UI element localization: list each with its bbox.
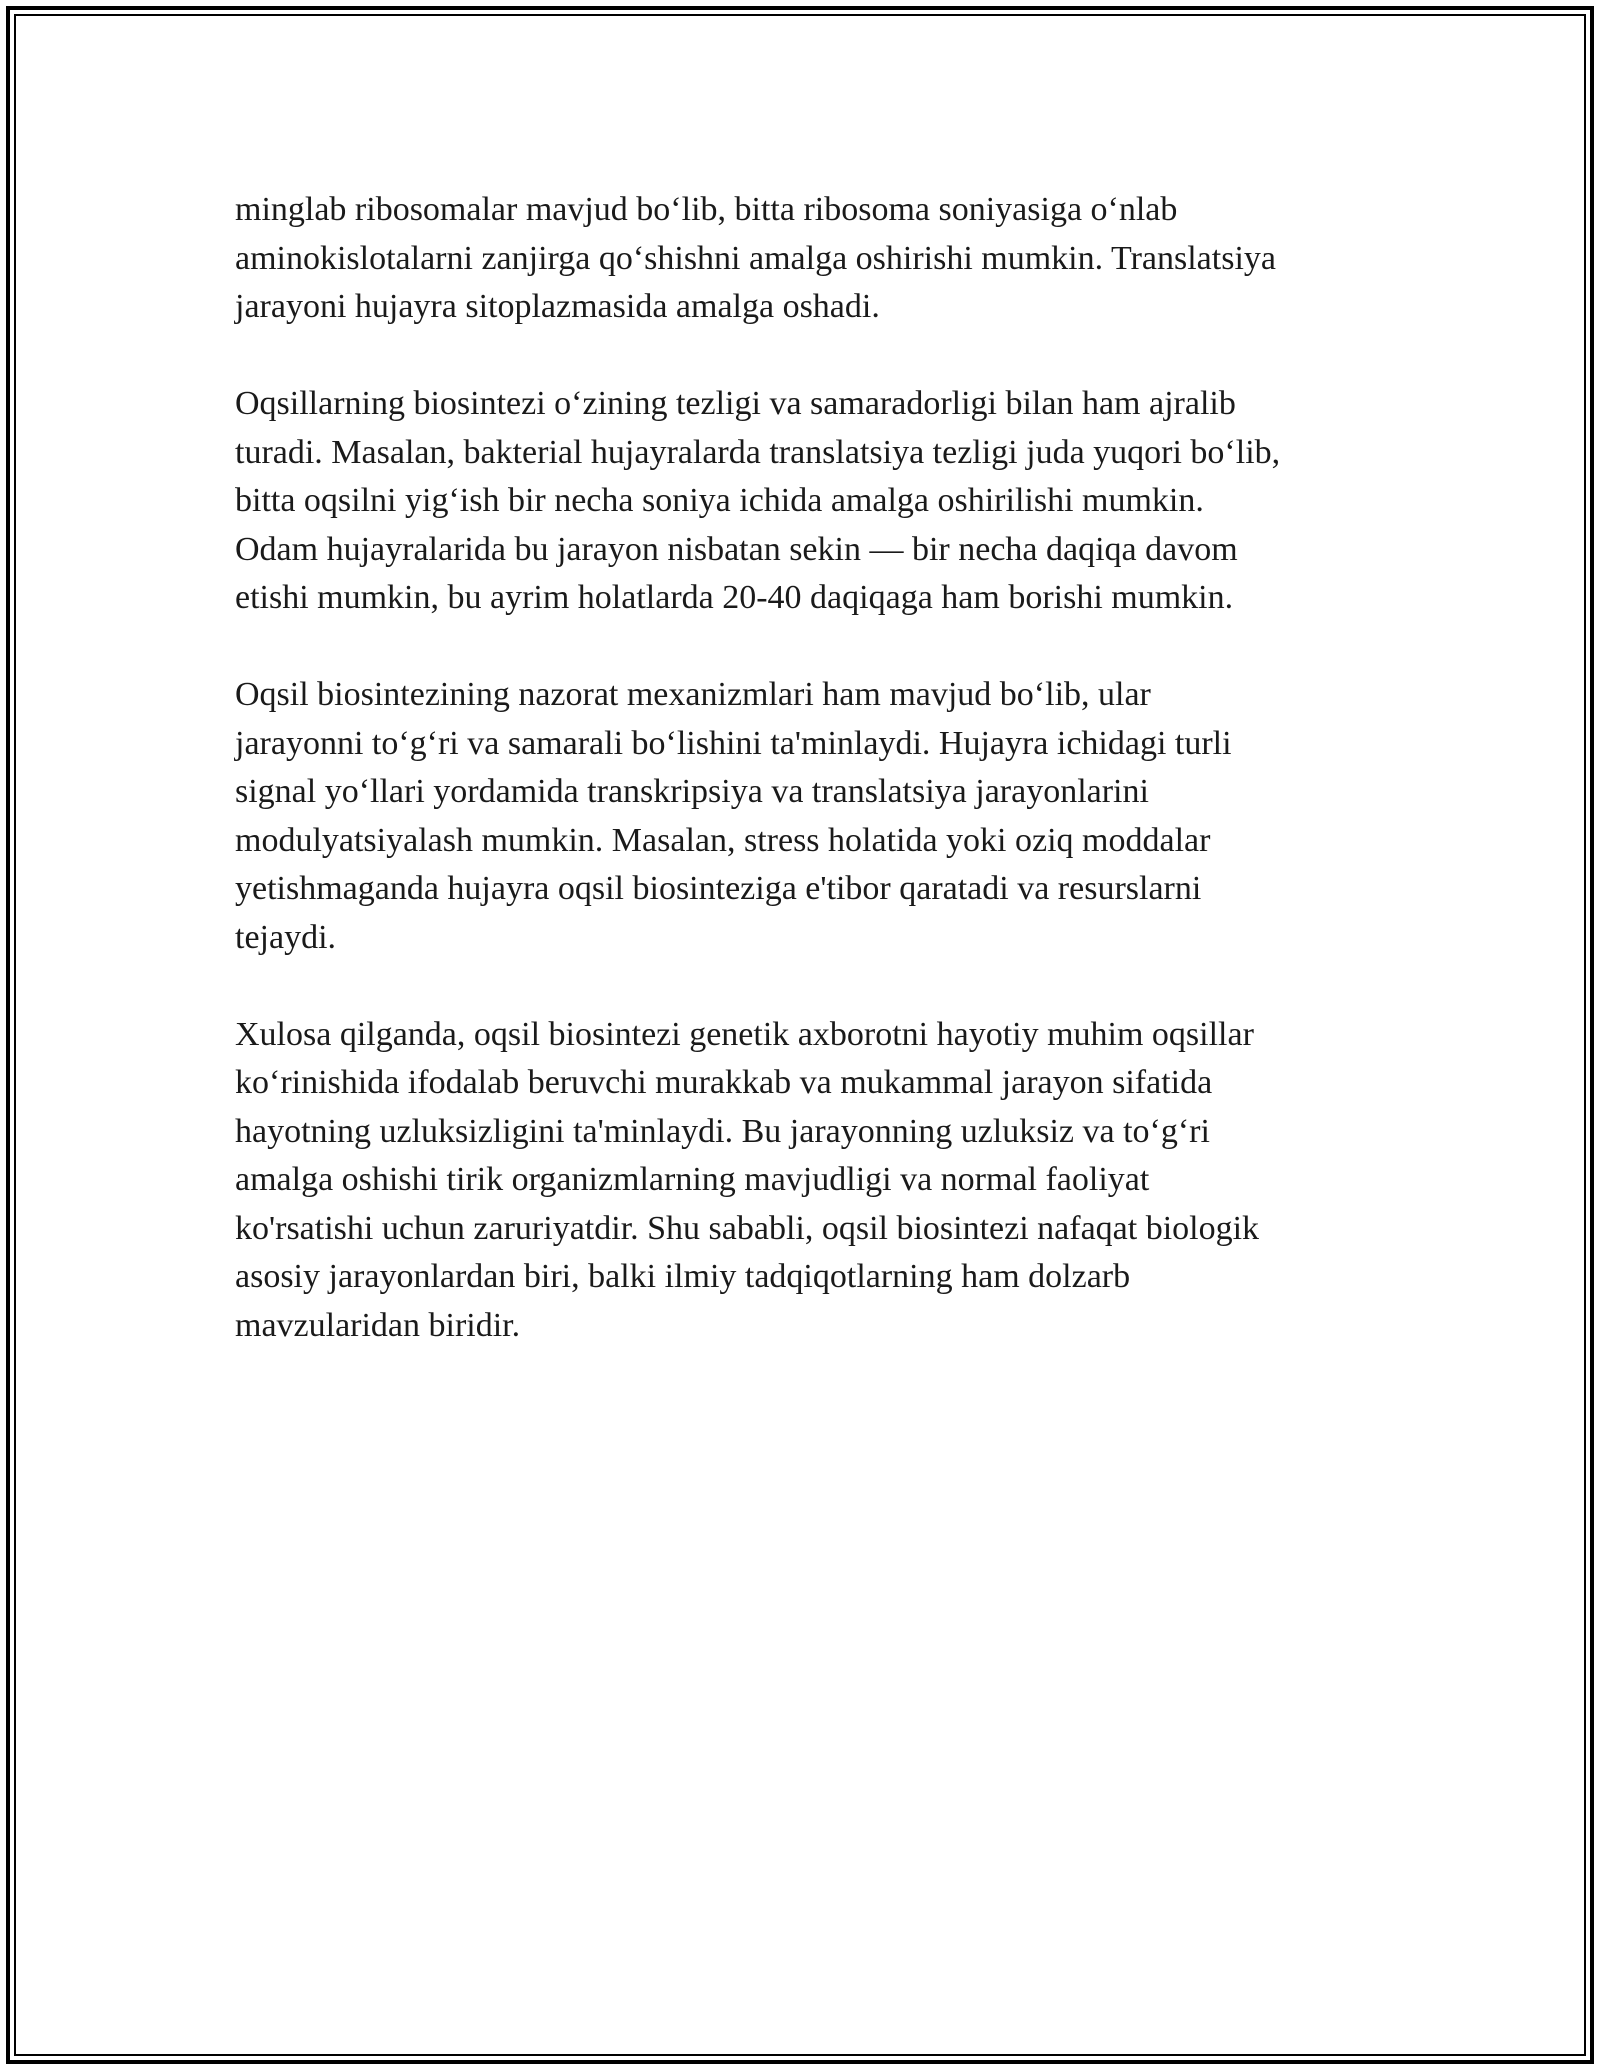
- paragraph-line: signal yo‘llari yordamida transkripsiya va translatsiya jarayonlarini: [235, 773, 1149, 810]
- paragraph-line: hayotning uzluksizligini ta'minlaydi. Bu jarayonning uzluksiz va to‘g‘ri: [235, 1112, 1210, 1150]
- paragraph-line: aminokislotalarni zanjirga qo‘shishni amalga oshirishi mumkin. Translatsiya: [235, 239, 1276, 277]
- paragraph-line: Oqsil biosintezining nazorat mexanizmlari ham mavjud bo‘lib, ular: [235, 676, 1151, 713]
- paragraph-2: [235, 380, 1375, 623]
- paragraph-line: jarayoni hujayra sitoplazmasida amalga oshadi.: [235, 288, 880, 325]
- paragraph-line: modulyatsiyalash mumkin. Masalan, stress holatida yoki oziq moddalar: [235, 821, 1211, 859]
- paragraph-line: Odam hujayralarida bu jarayon nisbatan sekin — bir necha daqiqa davom: [235, 530, 1238, 568]
- paragraph-line: etishi mumkin, bu ayrim holatlarda 20-40 daqiqaga ham borishi mumkin.: [235, 579, 1234, 616]
- paragraph-line: ko‘rinishida ifodalab beruvchi murakkab va mukammal jarayon sifatida: [235, 1064, 1213, 1101]
- paragraph-line: jarayonni to‘g‘ri va samarali bo‘lishini ta'minlaydi. Hujayra ichidagi turli: [235, 724, 1232, 762]
- paragraph-3: [235, 671, 1375, 962]
- paragraph-line: turadi. Masalan, bakterial hujayralarda translatsiya tezligi juda yuqori bo‘lib,: [235, 433, 1281, 471]
- paragraph-4: [235, 1011, 1375, 1351]
- paragraph-line: asosiy jarayonlardan biri, balki ilmiy tadqiqotlarning ham dolzarb: [235, 1258, 1131, 1295]
- paragraph-line: bitta oqsilni yig‘ish bir necha soniya ichida amalga oshirilishi mumkin.: [235, 482, 1204, 519]
- paragraph-line: Xulosa qilganda, oqsil biosintezi genetik axborotni hayotiy muhim oqsillar: [235, 1015, 1254, 1053]
- paragraph-line: ko'rsatishi uchun zaruriyatdir. Shu sababli, oqsil biosintezi nafaqat biologik: [235, 1209, 1260, 1247]
- paragraph-line: tejaydi.: [235, 918, 337, 956]
- paragraph-line: mavzularidan biridir.: [235, 1306, 521, 1344]
- paragraph-1: [235, 186, 1375, 332]
- paragraph-line: amalga oshishi tirik organizmlarning mavjudligi va normal faoliyat: [235, 1161, 1150, 1198]
- document-body: [235, 186, 1375, 1399]
- paragraph-line: yetishmaganda hujayra oqsil biosinteziga e'tibor qaratadi va resurslarni: [235, 870, 1202, 907]
- paragraph-line: Oqsillarning biosintezi o‘zining tezligi va samaradorligi bilan ham ajralib: [235, 385, 1236, 422]
- paragraph-line: minglab ribosomalar mavjud bo‘lib, bitta ribosoma soniyasiga o‘nlab: [235, 191, 1178, 228]
